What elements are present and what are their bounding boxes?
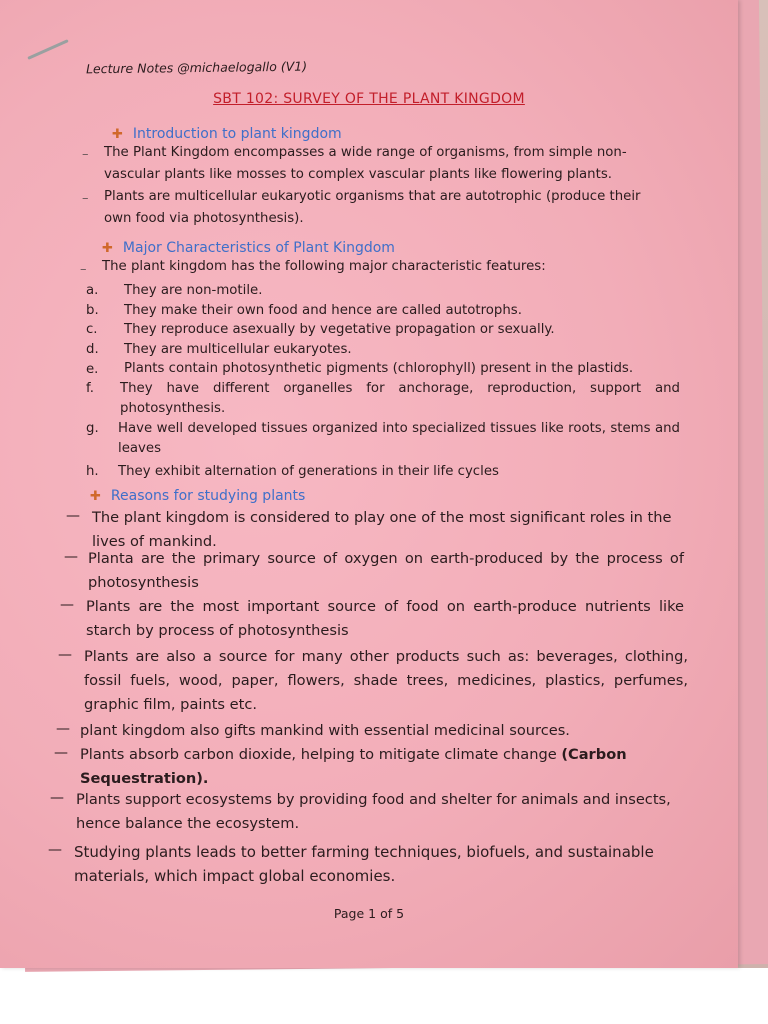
list-letter: d. xyxy=(86,342,99,357)
reason-item: Plants are the most important source of food on earth-produce nutrients like starch by process of photosynthesis xyxy=(86,598,684,639)
list-item: They make their own food and hence are called autotrophs. xyxy=(124,303,522,318)
dash-marker: — xyxy=(50,790,64,806)
list-item: Plants contain photosynthetic pigments (chlorophyll) present in the plastids. xyxy=(124,361,634,376)
section-heading-introduction xyxy=(112,126,342,142)
arrow-bullet-icon: ✚ xyxy=(112,127,123,142)
reason-item: The plant kingdom is considered to play one of the most significant roles in the lives of mankind. xyxy=(92,509,672,550)
lecture-header: Lecture Notes @michaelogallo (V1) xyxy=(85,58,308,77)
list-letter: b. xyxy=(86,303,99,318)
dash-marker: — xyxy=(60,597,74,613)
list-letter: f. xyxy=(86,381,94,396)
arrow-bullet-icon: ✚ xyxy=(102,241,113,256)
list-item: They exhibit alternation of generations in their life cycles xyxy=(118,464,499,479)
dash-marker: — xyxy=(54,745,68,761)
reason-item: Studying plants leads to better farming techniques, biofuels, and sustainable materials, which impact global economies. xyxy=(74,843,654,885)
paragraph: Plants are multicellular eukaryotic organisms that are autotrophic (produce their own food via photosynthesis). xyxy=(104,189,641,226)
page-number: Page 1 of 5 xyxy=(333,906,405,921)
reason-text: Plants absorb carbon dioxide, helping to mitigate climate change xyxy=(80,746,557,763)
dash-marker: — xyxy=(66,508,80,524)
dash-marker: — xyxy=(48,842,62,858)
list-letter: g. xyxy=(86,421,99,436)
dash-marker: – xyxy=(82,147,89,162)
characteristics-intro: The plant kingdom has the following major characteristic features: xyxy=(102,259,546,274)
list-item: They are multicellular eukaryotes. xyxy=(124,342,352,357)
page-title: SBT 102: SURVEY OF THE PLANT KINGDOM xyxy=(213,91,525,107)
reason-item-carbon xyxy=(80,743,692,791)
section-heading-text: Reasons for studying plants xyxy=(110,488,306,504)
list-item: They have different organelles for anchorage, reproduction, support and photosynthesis. xyxy=(120,381,680,416)
list-item: Have well developed tissues organized into specialized tissues like roots, stems and leaves xyxy=(118,421,680,456)
bottom-margin xyxy=(0,968,768,1024)
section-heading-characteristics xyxy=(102,240,395,256)
list-letter: h. xyxy=(86,464,99,479)
section-heading-text: Major Characteristics of Plant Kingdom xyxy=(122,240,395,256)
paragraph: The Plant Kingdom encompasses a wide range of organisms, from simple non-vascular plants like mosses to complex vascular plants like flowering plants. xyxy=(104,145,627,182)
reason-item: Plants support ecosystems by providing food and shelter for animals and insects, hence balance the ecosystem. xyxy=(76,791,671,832)
list-item: They reproduce asexually by vegetative propagation or sexually. xyxy=(124,322,555,337)
reason-item: Plants are also a source for many other products such as: beverages, clothing, fossil fuels, wood, paper, flowers, shade trees, medicines, plastics, perfumes, graphic film, paints etc. xyxy=(84,648,688,713)
section-heading-text: Introduction to plant kingdom xyxy=(132,126,342,142)
list-letter: e. xyxy=(86,362,99,377)
dash-marker: — xyxy=(58,647,72,663)
list-letter: a. xyxy=(86,283,99,298)
bold-term: (Carbon Sequestration). xyxy=(80,746,627,787)
arrow-bullet-icon: ✚ xyxy=(90,489,101,504)
dash-marker: – xyxy=(80,262,87,277)
section-heading-reasons xyxy=(90,488,305,504)
dash-marker: – xyxy=(82,191,89,206)
dash-marker: — xyxy=(56,721,70,737)
list-item: They are non-motile. xyxy=(124,283,263,298)
list-letter: c. xyxy=(86,322,98,337)
reason-item: plant kingdom also gifts mankind with essential medicinal sources. xyxy=(80,722,570,739)
reason-item: Planta are the primary source of oxygen on earth-produced by the process of photosynthesis xyxy=(88,550,684,591)
dash-marker: — xyxy=(64,549,78,565)
